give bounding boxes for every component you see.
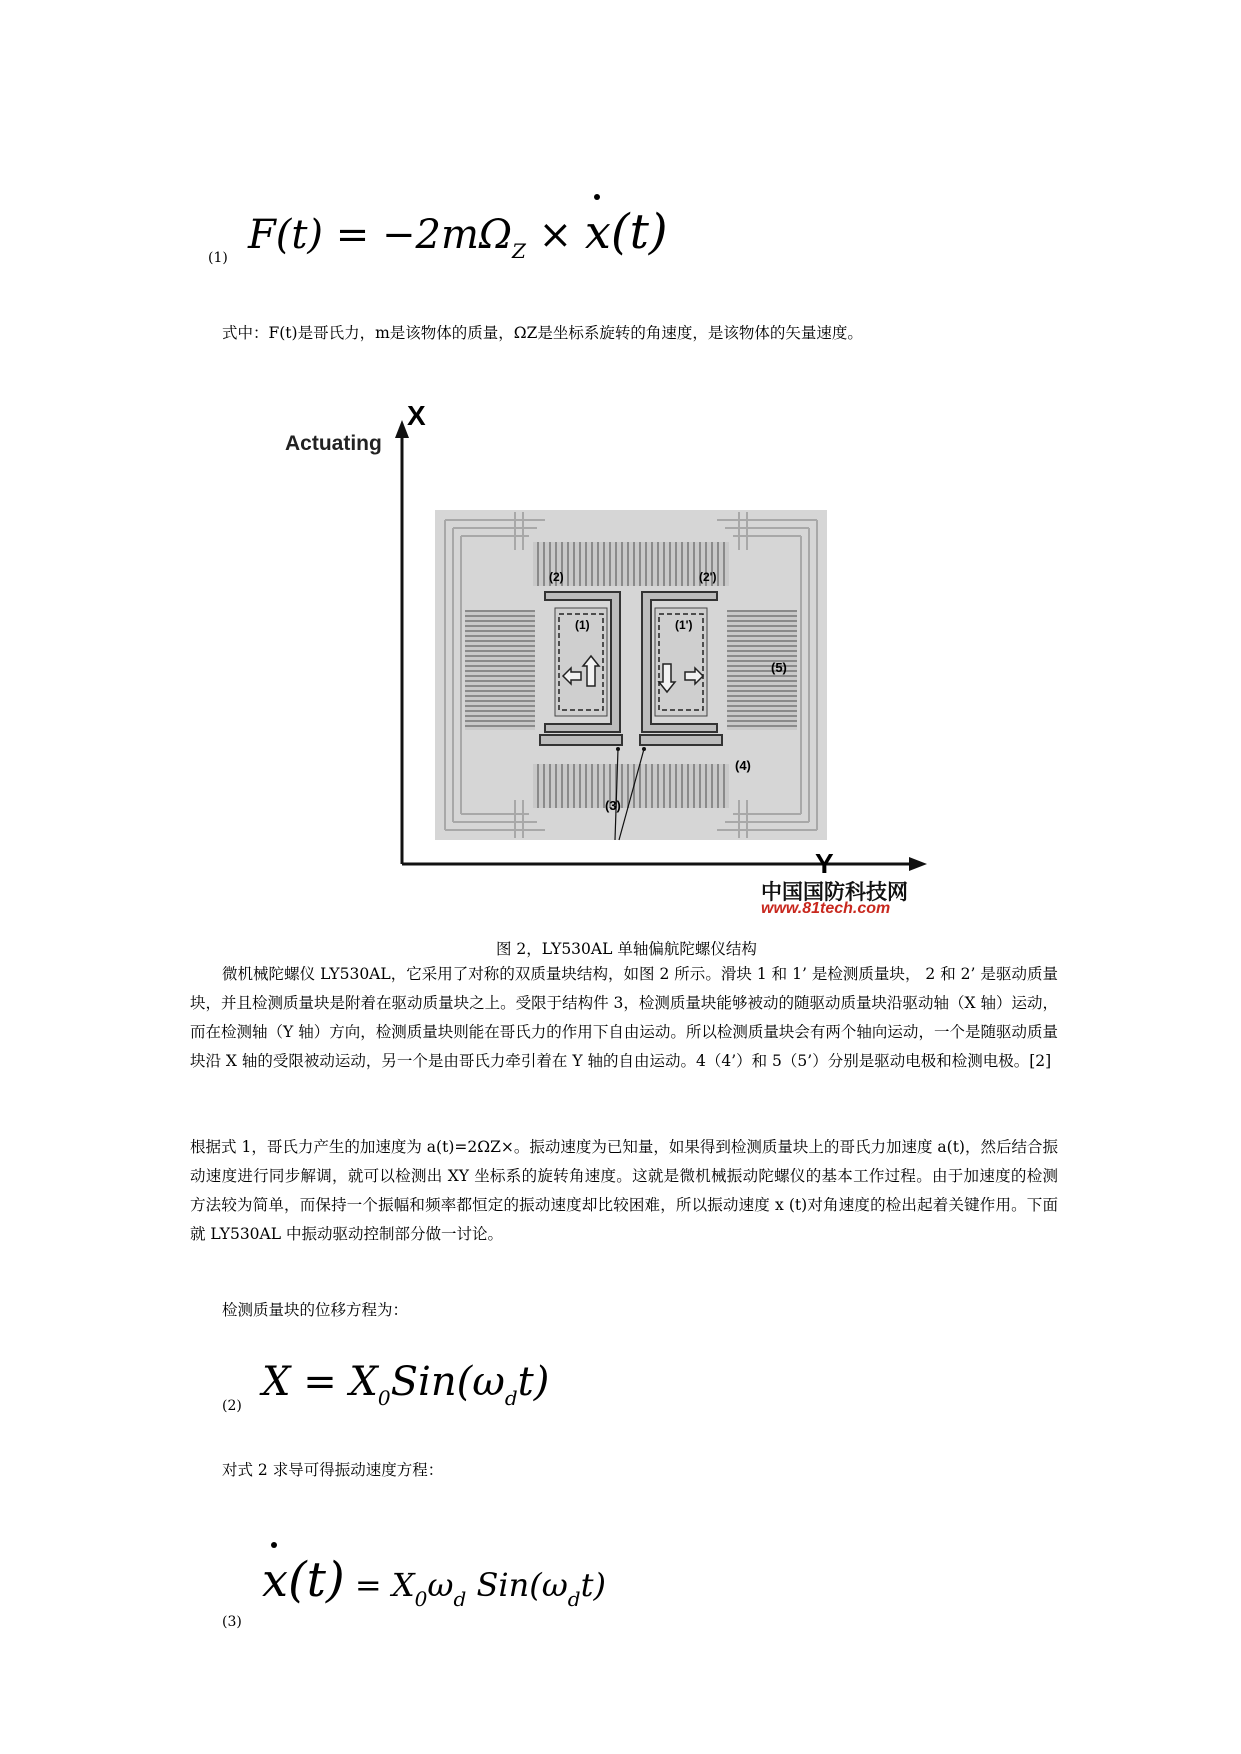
definition-line: 式中：F(t)是哥氏力，m是该物体的质量，ΩZ是坐标系旋转的角速度，是该物体的矢量速度。 (222, 324, 863, 342)
equation-3-end: t) (580, 1566, 606, 1604)
equation-3-sub0: 0 (414, 1587, 428, 1611)
equation-2-sub0: 0 (377, 1386, 391, 1410)
label-5: (5) (771, 660, 787, 675)
label-2: (2) (549, 570, 564, 584)
label-2-prime: (2') (699, 570, 717, 584)
equation-2-sin: Sin(ω (390, 1359, 505, 1405)
label-3: (3) (605, 798, 621, 813)
equation-3 (262, 1552, 606, 1623)
equation-2-subd: d (504, 1386, 518, 1410)
drive-comb-bottom (533, 764, 729, 808)
paragraph-2: 根据式 1，哥氏力产生的加速度为 a(t)=2ΩZ×。振动速度为已知量，如果得到检测质量块上的哥氏力加速度 a(t)，然后结合振动速度进行同步解调，就可以检测出 XY 坐标系的旋转角速度。这就是微机械振动陀螺仪的基本工作过程。由于加速度的检测方法较为简单，而保持一个振幅和频率都恒定的振动速度却比较困难，所以振动速度 x (t)对角速度的检出起着关键作用。下面就 LY530AL 中振动驱动控制部分做一讨论。 (190, 1138, 1058, 1243)
equation-1-sub: Z (512, 239, 526, 263)
equation-2 (262, 1358, 549, 1422)
label-1-prime: (1') (675, 618, 693, 632)
sense-comb-left (465, 610, 535, 730)
equation-1-t: (t) (610, 204, 668, 260)
paragraph-1: 微机械陀螺仪 LY530AL，它采用了对称的双质量块结构，如图 2 所示。滑块 1 和 1’ 是检测质量块， 2 和 2’ 是驱动质量块，并且检测质量块是附着在驱动质量块之上。受限于结构件 3，检测质量块能够被动的随驱动质量块沿驱动轴（X 轴）运动，而在检测轴（Y 轴）方向，检测质量块则能在哥氏力的作用下自由运动。所以检测质量块会有两个轴向运动，一个是随驱动质量块沿 X 轴的受限被动运动，另一个是由哥氏力牵引着在 Y 轴的自由运动。4（4’）和 5（5’）分别是驱动电极和检测电极。[2] (190, 965, 1058, 1070)
watermark-cn: 中国国防科技网 (761, 881, 908, 904)
y-axis-label: Y (815, 848, 834, 879)
equation-1-number: (1) (208, 250, 228, 266)
structure-diagram (315, 420, 935, 920)
equation-3-subd: d (453, 1587, 467, 1611)
equation-3-xdot: x (262, 1556, 288, 1604)
equation-1-op: × (538, 212, 573, 258)
equation-3-t: (t) (287, 1552, 345, 1608)
equation-2-end: t) (517, 1359, 550, 1405)
y-axis-arrowhead (909, 857, 927, 871)
equation-1 (248, 204, 668, 275)
equation-3-subd2: d (567, 1587, 581, 1611)
equation-3-number: (3) (222, 1614, 242, 1630)
equation-3-sin: Sin(ω (466, 1566, 568, 1604)
label-1: (1) (575, 618, 590, 632)
x-axis-label: X (407, 400, 426, 431)
x-axis-sublabel: Actuating (285, 432, 382, 455)
equation-2-lhs: X = X (262, 1359, 378, 1405)
equation-3-omega: ω (427, 1566, 454, 1604)
watermark-url: www.81tech.com (761, 900, 891, 917)
displacement-intro: 检测质量块的位移方程为： (222, 1301, 409, 1319)
equation-2-number: (2) (222, 1398, 242, 1414)
equation-3-eq: = X (344, 1566, 415, 1604)
equation-1-lhs: F(t) = −2mΩ (248, 212, 513, 258)
equation-1-xdot: x (585, 208, 611, 256)
label-4: (4) (735, 758, 751, 773)
figure-caption: 图 2，LY530AL 单轴偏航陀螺仪结构 (496, 940, 757, 958)
gyroscope-structure-figure (285, 400, 935, 920)
derivative-intro: 对式 2 求导可得振动速度方程： (222, 1461, 444, 1479)
